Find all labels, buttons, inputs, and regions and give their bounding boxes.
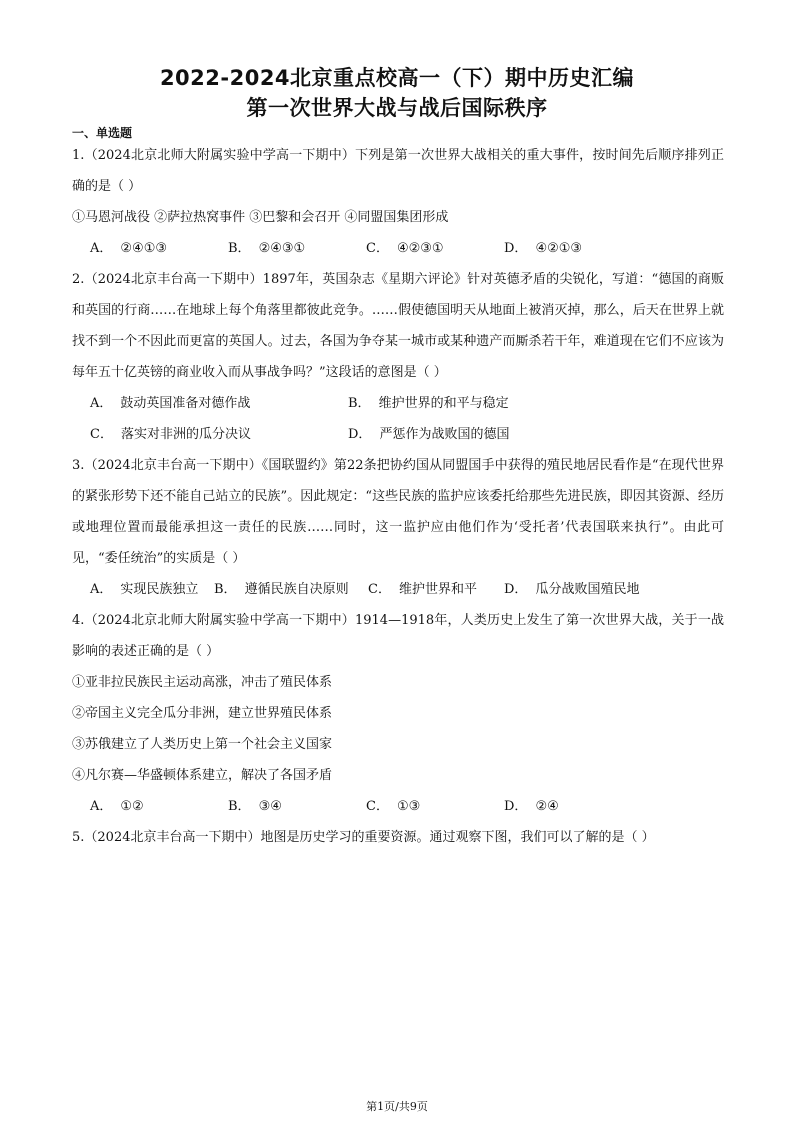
option-label: C． bbox=[366, 799, 389, 814]
question-1-option-b[interactable] bbox=[228, 233, 366, 264]
question-3-option-b[interactable] bbox=[214, 574, 368, 605]
option-label: C． bbox=[368, 582, 391, 597]
option-label: D． bbox=[504, 799, 528, 814]
option-label: C． bbox=[90, 427, 113, 442]
document-subtitle: 第一次世界大战与战后国际秩序 bbox=[246, 96, 548, 120]
option-text: 维护世界的和平与稳定 bbox=[378, 396, 509, 411]
option-text: ①② bbox=[120, 799, 144, 814]
question-4-option-d[interactable] bbox=[504, 791, 642, 822]
question-4-statement-3: ③苏俄建立了人类历史上第一个社会主义国家 bbox=[72, 737, 333, 752]
question-5-stem: 5.（2024北京丰台高一下期中）地图是历史学习的重要资源。通过观察下图，我们可以了解的是（ ） bbox=[72, 830, 655, 845]
option-label: B． bbox=[228, 241, 251, 256]
option-label: C． bbox=[366, 241, 389, 256]
section-heading: 一、单选题 bbox=[72, 126, 133, 140]
question-2-option-c[interactable] bbox=[90, 419, 348, 450]
option-label: D． bbox=[504, 241, 528, 256]
question-1-option-c[interactable] bbox=[366, 233, 504, 264]
question-2-options-row1 bbox=[72, 388, 724, 419]
option-text: 严惩作为战败国的德国 bbox=[379, 427, 510, 442]
question-4-statement-1: ①亚非拉民族民主运动高涨，冲击了殖民体系 bbox=[72, 675, 333, 690]
question-1-stem: 1.（2024北京北师大附属实验中学高一下期中）下列是第一次世界大战相关的重大事件，按时间先后顺序排列正确的是（ ） bbox=[72, 148, 724, 194]
option-label: B． bbox=[348, 396, 371, 411]
question-4-options bbox=[72, 791, 724, 822]
question-1-options bbox=[72, 233, 724, 264]
question-2-option-a[interactable] bbox=[90, 388, 348, 419]
option-text: 瓜分战败国殖民地 bbox=[535, 582, 640, 597]
option-text: ③④ bbox=[258, 799, 282, 814]
question-3-stem: 3.（2024北京丰台高一下期中）《国联盟约》第22条把协约国从同盟国手中获得的殖民地居民看作是“在现代世界的紧张形势下还不能自己站立的民族”。因此规定：“这些民族的监护应该委托给那些先进民族，即因其资源、经历或地理位置而最能承担这一责任的民族……同时，这一监护应由他们作为‘受托者’代表国联来执行”。由此可见，“委任统治”的实质是（ ） bbox=[72, 458, 724, 566]
question-4-option-c[interactable] bbox=[366, 791, 504, 822]
question-1-option-a[interactable] bbox=[90, 233, 228, 264]
question-2-stem: 2.（2024北京丰台高一下期中）1897年，英国杂志《星期六评论》针对英德矛盾的尖锐化，写道：“德国的商贩和英国的行商……在地球上每个角落里都彼此竞争。……假使德国明天从地面上被消灭掉，那么，后天在世界上就找不到一个不因此而更富的英国人。过去，各国为争夺某一城市或某种遗产而厮杀若干年，难道现在它们不应该为每年五十亿英镑的商业收入而从事战争吗？”这段话的意图是（ ） bbox=[72, 272, 724, 380]
option-text: 维护世界和平 bbox=[398, 582, 477, 597]
question-1-events: ①马恩河战役 ②萨拉热窝事件 ③巴黎和会召开 ④同盟国集团形成 bbox=[72, 210, 449, 225]
question-4-statement-4: ④凡尔赛—华盛顿体系建立，解决了各国矛盾 bbox=[72, 768, 333, 783]
question-3-option-c[interactable] bbox=[368, 574, 504, 605]
option-text: ①③ bbox=[396, 799, 421, 814]
option-label: D． bbox=[348, 427, 372, 442]
option-label: A． bbox=[90, 241, 113, 256]
page-footer: 第1页/共9页 bbox=[366, 1100, 428, 1113]
question-4-statement-2: ②帝国主义完全瓜分非洲，建立世界殖民体系 bbox=[72, 706, 333, 721]
question-2-options-row2 bbox=[72, 419, 724, 450]
question-3-options bbox=[72, 574, 724, 605]
option-label: B． bbox=[214, 582, 237, 597]
option-label: D． bbox=[504, 582, 528, 597]
question-4-stem: 4.（2024北京北师大附属实验中学高一下期中）1914—1918年，人类历史上发生了第一次世界大战，关于一战影响的表述正确的是（ ） bbox=[72, 613, 724, 659]
option-text: 实现民族独立 bbox=[120, 582, 199, 597]
question-3-option-a[interactable] bbox=[90, 574, 214, 605]
option-label: A． bbox=[90, 396, 113, 411]
document-title: 2022-2024北京重点校高一（下）期中历史汇编 bbox=[159, 66, 635, 90]
option-text: ④②③① bbox=[396, 241, 444, 256]
question-4-option-a[interactable] bbox=[90, 791, 228, 822]
option-label: A． bbox=[90, 799, 113, 814]
question-3-option-d[interactable] bbox=[504, 574, 642, 605]
question-2-option-b[interactable] bbox=[348, 388, 606, 419]
option-text: ②④ bbox=[535, 799, 559, 814]
question-list bbox=[72, 140, 724, 853]
option-label: A． bbox=[90, 582, 113, 597]
option-text: 落实对非洲的瓜分决议 bbox=[120, 427, 251, 442]
option-text: 鼓动英国准备对德作战 bbox=[120, 396, 251, 411]
question-2-option-d[interactable] bbox=[348, 419, 606, 450]
question-4-option-b[interactable] bbox=[228, 791, 366, 822]
option-text: ②④①③ bbox=[120, 241, 168, 256]
question-1-option-d[interactable] bbox=[504, 233, 642, 264]
option-text: ④②①③ bbox=[535, 241, 583, 256]
option-text: 遵循民族自决原则 bbox=[244, 582, 349, 597]
option-text: ②④③① bbox=[258, 241, 306, 256]
option-label: B． bbox=[228, 799, 251, 814]
